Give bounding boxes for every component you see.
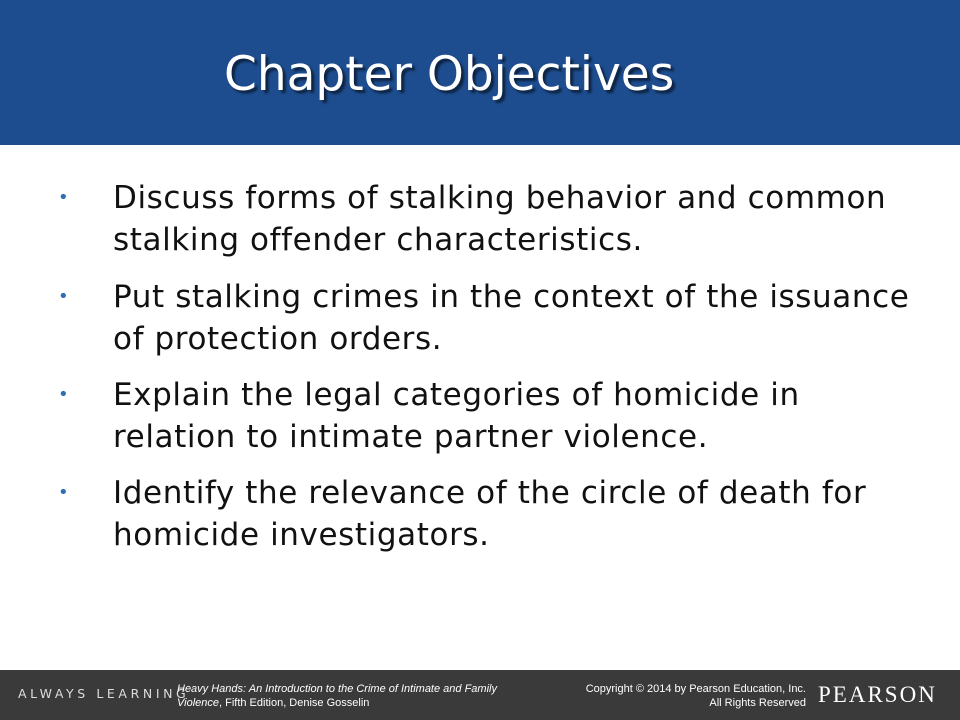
rights-line: All Rights Reserved — [709, 697, 806, 709]
footer-bar — [0, 670, 960, 720]
bullet-text: Discuss forms of stalking behavior and common stalking offender characteristics. — [113, 180, 887, 258]
bullet-text: Identify the relevance of the circle of death for homicide investigators. — [113, 475, 867, 553]
always-learning-tagline: ALWAYS LEARNING — [18, 686, 190, 701]
bullet-text: Explain the legal categories of homicide in relation to intimate partner violence. — [113, 377, 800, 455]
book-edition-author: , Fifth Edition, Denise Gosselin — [219, 697, 370, 709]
title-banner — [0, 0, 960, 145]
book-citation — [177, 682, 527, 710]
bullet-text: Put stalking crimes in the context of the issuance of protection orders. — [113, 279, 910, 357]
copyright-line: Copyright © 2014 by Pearson Education, Inc. — [585, 683, 806, 695]
bullet-marker: • — [58, 286, 69, 307]
slide-title: Chapter Objectives — [224, 47, 675, 102]
bullet-marker: • — [58, 482, 69, 503]
bullet-marker: • — [58, 187, 69, 208]
bullet-marker: • — [58, 384, 69, 405]
book-title: Heavy Hands: An Introduction to the Crime of Intimate and Family Violence — [177, 683, 497, 709]
pearson-logo: PEARSON — [818, 682, 937, 707]
copyright-notice — [500, 682, 806, 710]
